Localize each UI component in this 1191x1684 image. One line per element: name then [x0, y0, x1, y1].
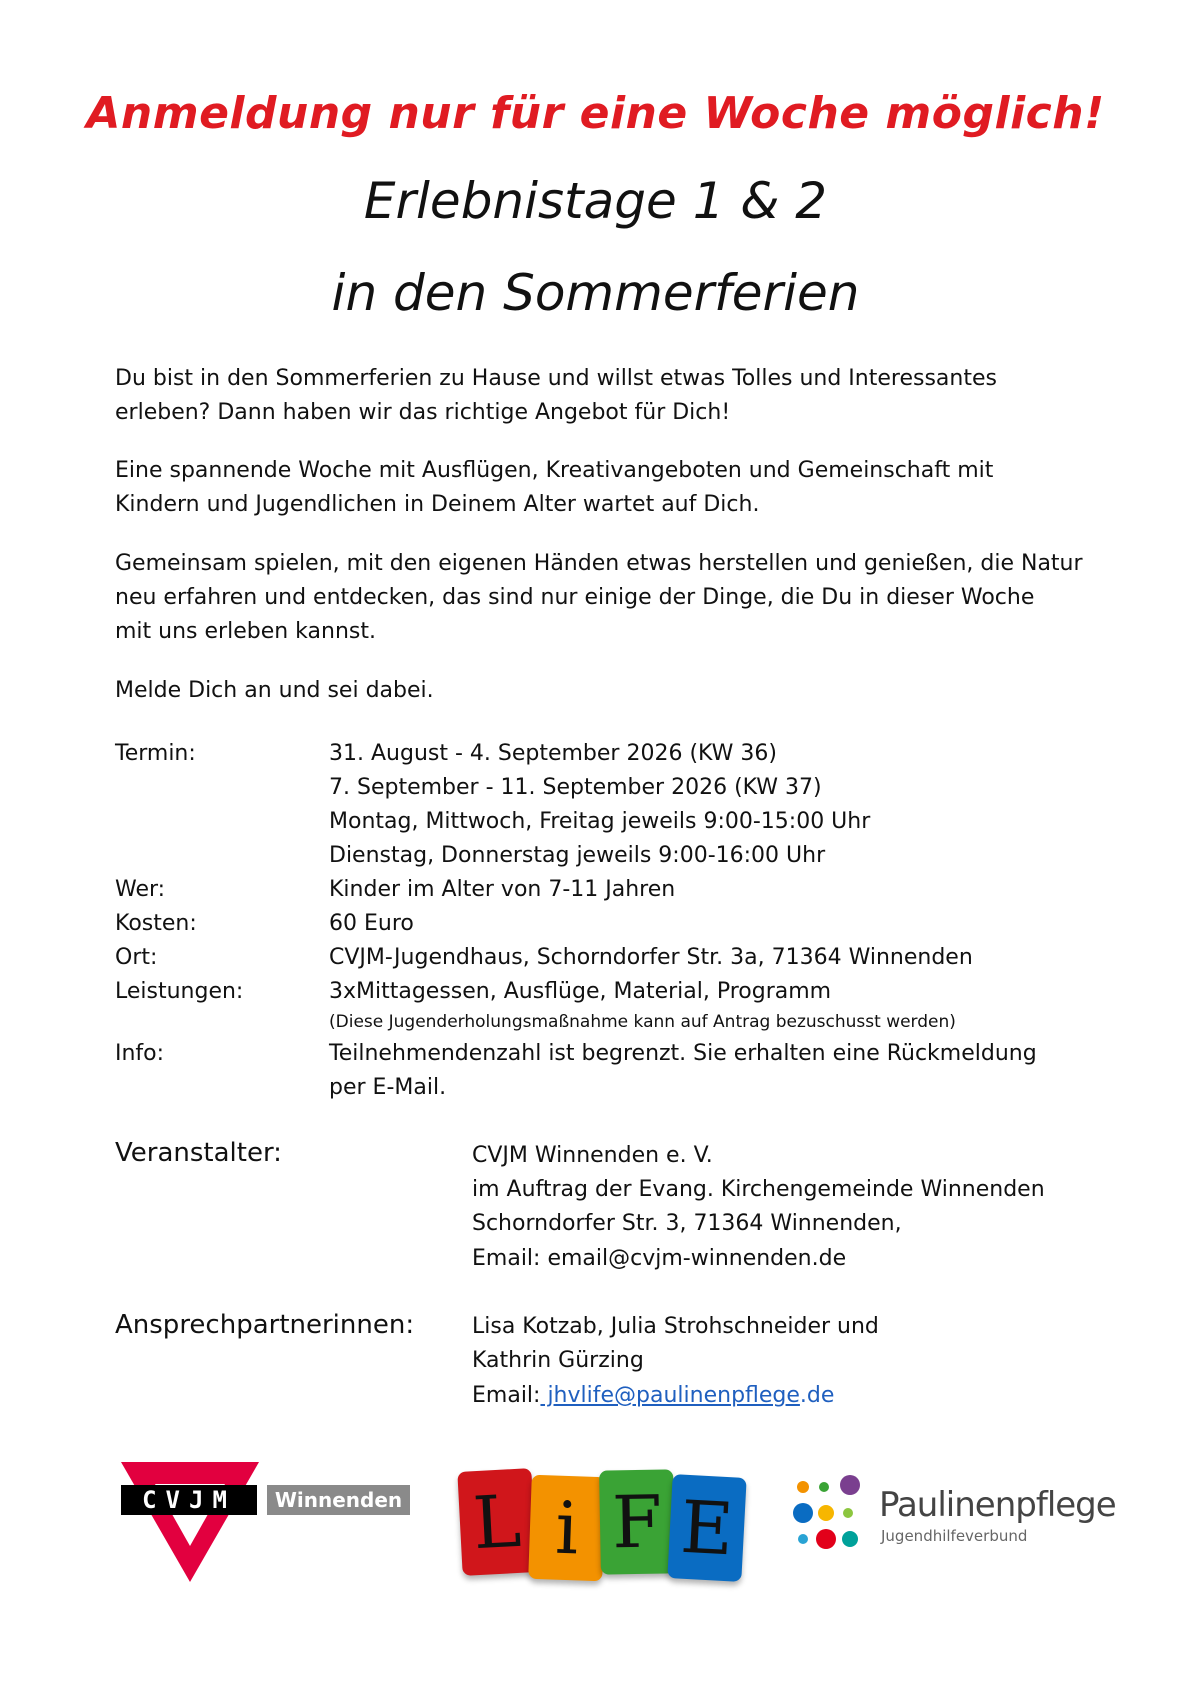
- leistungen-value: 3xMittagessen, Ausflüge, Material, Programm: [329, 979, 832, 1004]
- contact-email-link[interactable]: jhvlife@paulinenpflege: [540, 1383, 800, 1408]
- email-prefix: Email:: [472, 1383, 541, 1408]
- life-tile-i: i: [528, 1475, 606, 1582]
- termin-2: 7. September - 11. September 2026 (KW 37): [329, 775, 822, 800]
- activities-paragraph: [115, 454, 993, 522]
- cvjm-triangle-icon: [121, 1462, 261, 1587]
- paulinenpflege-dots-icon: [793, 1475, 873, 1555]
- text-line: mit uns erleben kannst.: [115, 619, 376, 644]
- text-line: Kindern und Jugendlichen in Deinem Alter wartet auf Dich.: [115, 492, 760, 517]
- registration-notice: Anmeldung nur für eine Woche möglich!: [86, 88, 1105, 139]
- cvjm-text: CVJM: [121, 1485, 257, 1515]
- contact-line: Kathrin Gürzing: [472, 1348, 644, 1373]
- termin-times-1: Montag, Mittwoch, Freitag jeweils 9:00-15:00 Uhr: [329, 809, 871, 834]
- info-value-1: Teilnehmendenzahl ist begrenzt. Sie erhalten eine Rückmeldung: [329, 1041, 1037, 1066]
- life-logo: [460, 1470, 750, 1585]
- contacts-label: Ansprechpartnerinnen:: [115, 1310, 415, 1340]
- info-label: Info:: [115, 1041, 165, 1066]
- ort-value: CVJM-Jugendhaus, Schorndorfer Str. 3a, 71364 Winnenden: [329, 945, 973, 970]
- life-tile-f: F: [599, 1469, 675, 1574]
- wer-value: Kinder im Alter von 7-11 Jahren: [329, 877, 676, 902]
- email-suffix: .de: [799, 1383, 835, 1408]
- kosten-label: Kosten:: [115, 911, 197, 936]
- wer-label: Wer:: [115, 877, 166, 902]
- ort-label: Ort:: [115, 945, 158, 970]
- kosten-value: 60 Euro: [329, 911, 414, 936]
- organizer-line: im Auftrag der Evang. Kirchengemeinde Winnenden: [472, 1177, 1045, 1202]
- organizer-email: Email: email@cvjm-winnenden.de: [472, 1246, 847, 1271]
- info-value-2: per E-Mail.: [329, 1075, 447, 1100]
- organizer-label: Veranstalter:: [115, 1138, 282, 1168]
- organizer-line: Schorndorfer Str. 3, 71364 Winnenden,: [472, 1211, 902, 1236]
- text-line: Gemeinsam spielen, mit den eigenen Händen etwas herstellen und genießen, die Natur: [115, 551, 1083, 576]
- cvjm-city: Winnenden: [267, 1485, 410, 1515]
- termin-times-2: Dienstag, Donnerstag jeweils 9:00-16:00 Uhr: [329, 843, 826, 868]
- termin-1: 31. August - 4. September 2026 (KW 36): [329, 741, 778, 766]
- leistungen-note: (Diese Jugenderholungsmaßnahme kann auf Antrag bezuschusst werden): [329, 1012, 956, 1032]
- intro-paragraph: [115, 362, 997, 430]
- description-paragraph: [115, 547, 1083, 649]
- text-line: Du bist in den Sommerferien zu Hause und willst etwas Tolles und Interessantes: [115, 366, 997, 391]
- organizer-line: CVJM Winnenden e. V.: [472, 1143, 713, 1168]
- termin-label: Termin:: [115, 741, 196, 766]
- life-tile-e: E: [667, 1474, 746, 1582]
- text-line: neu erfahren und entdecken, das sind nur einige der Dinge, die Du in dieser Woche: [115, 585, 1035, 610]
- call-to-action: Melde Dich an und sei dabei.: [115, 678, 434, 703]
- paulinenpflege-name: Paulinenpflege: [879, 1485, 1116, 1525]
- text-line: Eine spannende Woche mit Ausflügen, Kreativangeboten und Gemeinschaft mit: [115, 458, 994, 483]
- contact-line: Lisa Kotzab, Julia Strohschneider und: [472, 1314, 879, 1339]
- cvjm-winnenden-logo: [121, 1462, 411, 1587]
- life-tile-l: L: [457, 1468, 536, 1576]
- text-line: erleben? Dann haben wir das richtige Angebot für Dich!: [115, 400, 731, 425]
- page-subtitle: in den Sommerferien: [331, 264, 860, 322]
- contact-email-row: [472, 1383, 834, 1408]
- leistungen-label: Leistungen:: [115, 979, 244, 1004]
- paulinenpflege-logo: [793, 1475, 1116, 1575]
- paulinenpflege-sub: Jugendhilfeverbund: [881, 1527, 1028, 1545]
- page-title: Erlebnistage 1 & 2: [363, 172, 828, 230]
